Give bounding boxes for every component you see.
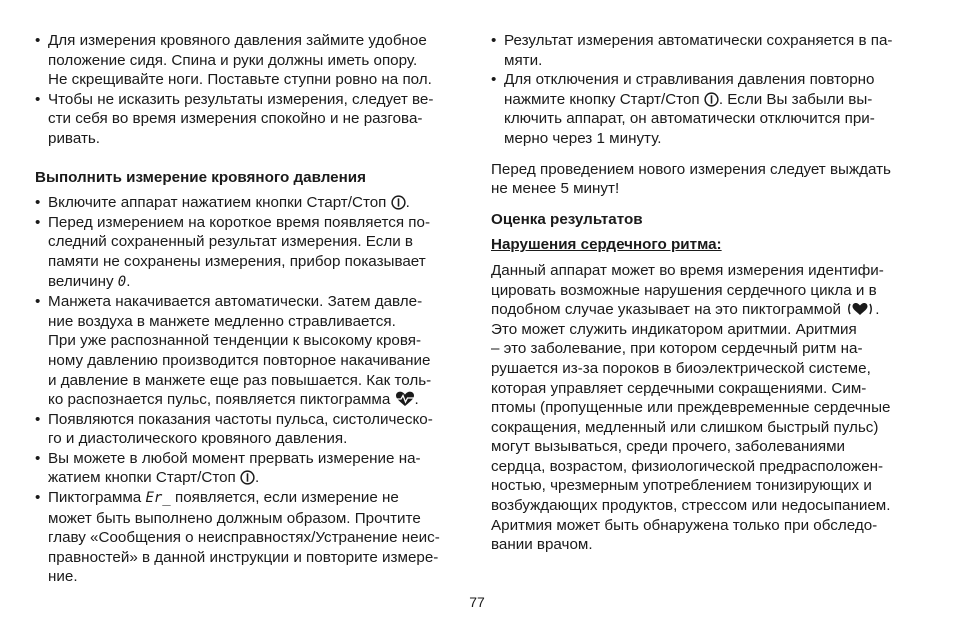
- text-line: • Результат измерения автоматически сохраняется в па-: [504, 32, 893, 49]
- text-line: не менее 5 минут!: [491, 180, 620, 198]
- text-line: могут вызываться, среди прочего, заболеваниями: [491, 438, 846, 456]
- text-punct: .: [875, 301, 880, 319]
- bullet-last-result: [35, 213, 465, 292]
- text-line: Перед проведением нового измерения следует выждать: [491, 160, 891, 178]
- text-line: цировать возможные нарушения сердечного цикла и в: [491, 281, 877, 299]
- text-line: Включите аппарат нажатием кнопки Старт/Стоп: [48, 194, 387, 212]
- heart-pulse-icon: [395, 391, 415, 407]
- text-line: ному давлению производится повторное накачивание: [48, 351, 431, 369]
- lcd-zero-glyph: 0: [117, 273, 127, 290]
- text-line: Не скрещивайте ноги. Поставьте ступни ровно на пол.: [48, 71, 432, 89]
- section-heading-measure: Выполнить измерение кровяного давления: [35, 168, 366, 186]
- text-line: сти себя во время измерения спокойно и не разгова-: [48, 110, 423, 128]
- text-line: и давление в манжете еще раз повышается. Как толь-: [48, 371, 432, 389]
- page-number: 77: [469, 594, 485, 610]
- subheading-arrhythmia: Нарушения сердечного ритма:: [491, 236, 722, 254]
- text-line: ривать.: [48, 129, 101, 147]
- text-line: жатием кнопки Старт/Стоп: [48, 469, 236, 487]
- text-line: величину: [48, 272, 114, 290]
- text-line: Это может служить индикатором аритмии. Аритмия: [491, 320, 857, 338]
- text-line: Данный аппарат может во время измерения идентифи-: [491, 261, 884, 279]
- text-line: правностей» в данной инструкции и повторите измере-: [48, 548, 439, 566]
- bullet-readings-shown: [35, 410, 465, 449]
- power-button-icon: [391, 195, 406, 210]
- left-column: [35, 31, 465, 587]
- bullet-interrupt: [35, 449, 465, 488]
- arrhythmia-paragraph: [491, 261, 921, 555]
- text-line: появляется, если измерение не: [174, 489, 399, 507]
- text-line: • Чтобы не исказить результаты измерения, следует ве-: [48, 90, 434, 108]
- text-line: Пиктограмма: [48, 489, 142, 507]
- text-line: мерно через 1 минуту.: [504, 129, 662, 147]
- text-line: • Для измерения кровяного давления займите удобное: [48, 32, 427, 49]
- text-line: ностью, чрезмерным употреблением тонизирующих и: [491, 477, 872, 495]
- text-line: • Появляются показания частоты пульса, систолическо-: [48, 410, 433, 428]
- text-punct: .: [255, 469, 260, 487]
- text-line: которая управляет сердечными сокращениями. Сим-: [491, 379, 867, 397]
- text-line: мяти.: [504, 51, 543, 69]
- lcd-error-glyph: Er_: [145, 490, 171, 507]
- text-line: При уже распознанной тенденции к высокому кровя-: [48, 332, 422, 350]
- text-punct: .: [126, 272, 131, 290]
- bullet-stay-calm: [35, 90, 465, 149]
- text-line: положение сидя. Спина и руки должны иметь опору.: [48, 51, 418, 69]
- text-line: главу «Сообщения о неисправностях/Устранение неис-: [48, 529, 440, 547]
- text-line: • Манжета накачивается автоматически. Затем давле-: [48, 293, 423, 311]
- text-line: • Перед измерением на короткое время появляется по-: [48, 213, 431, 231]
- section-heading-results: Оценка результатов: [491, 210, 643, 228]
- bullet-error-icon: [35, 488, 465, 587]
- right-column: [491, 31, 921, 555]
- bullet-cuff-inflation: [35, 292, 465, 410]
- text-punct: .: [405, 194, 410, 212]
- text-line: нажмите кнопку Старт/Стоп: [504, 90, 700, 108]
- text-line: го и диастолического кровяного давления.: [48, 430, 348, 448]
- text-line: вании врачом.: [491, 536, 593, 554]
- heart-arrhythmia-icon: [845, 301, 875, 317]
- bullet-switch-on: [35, 193, 465, 213]
- text-line: памяти не сохранены измерения, прибор показывает: [48, 252, 426, 270]
- wait-note: [491, 160, 921, 199]
- text-line: подобном случае указывает на это пиктограммой: [491, 301, 842, 319]
- power-button-icon: [704, 92, 719, 107]
- text-line: • Вы можете в любой момент прервать измерение на-: [48, 449, 421, 467]
- text-line: • Для отключения и стравливания давления повторно: [504, 71, 875, 89]
- text-line: ключить аппарат, он автоматически отключится при-: [504, 110, 875, 128]
- text-line: – это заболевание, при котором сердечный ритм на-: [491, 340, 863, 358]
- text-line: возбуждающих продуктов, стрессом или недосыпанием.: [491, 497, 891, 515]
- text-punct: .: [414, 391, 419, 409]
- text-line: ние воздуха в манжете медленно стравливается.: [48, 312, 396, 330]
- text-line: сокращения, медленный или слишком быстрый пульс): [491, 418, 879, 436]
- text-line: Аритмия может быть обнаружена только при обследо-: [491, 516, 878, 534]
- bullet-sitting-position: [35, 31, 465, 90]
- bullet-auto-save: [491, 31, 921, 70]
- power-button-icon: [240, 470, 255, 485]
- text-line: ние.: [48, 568, 78, 586]
- text-line: рушается из-за пороков в биоэлектрической системе,: [491, 359, 871, 377]
- text-line: может быть выполнено должным образом. Прочтите: [48, 509, 421, 527]
- text-line: следний сохраненный результат измерения. Если в: [48, 233, 413, 251]
- text-line: сердца, возрастом, физиологической предрасположен-: [491, 457, 884, 475]
- text-line: птомы (пропущенные или преждевременные сердечные: [491, 399, 891, 417]
- text-line: ко распознается пульс, появляется пиктограмма: [48, 391, 391, 409]
- bullet-switch-off: [491, 70, 921, 148]
- text-line: . Если Вы забыли вы-: [718, 90, 873, 108]
